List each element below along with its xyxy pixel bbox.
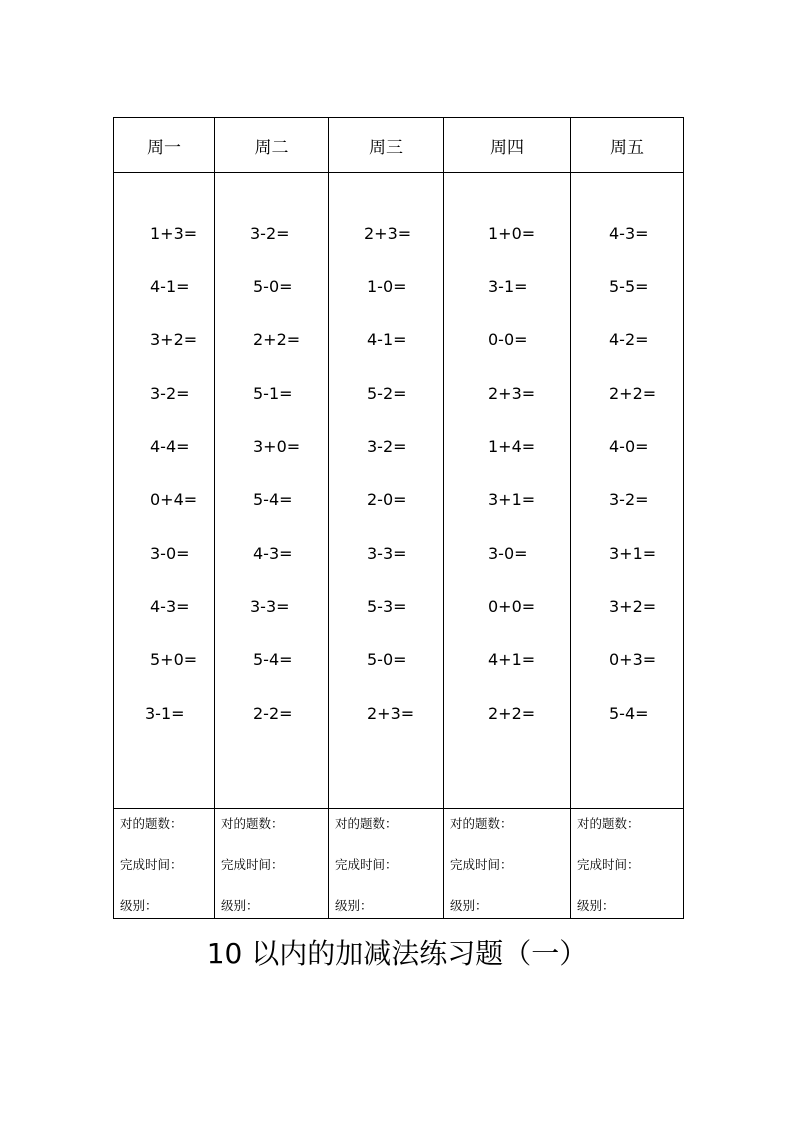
level-label: 级别： <box>577 898 615 913</box>
level-label: 级别： <box>335 898 373 913</box>
problem-item: 4-0= <box>609 437 649 456</box>
day-header: 周四 <box>444 118 570 173</box>
problem-item: 3+0= <box>253 437 301 456</box>
problem-item: 3-3= <box>250 597 290 616</box>
problem-item: 5-4= <box>253 490 293 509</box>
problem-item: 4-3= <box>150 597 190 616</box>
completion-time-label: 完成时间： <box>335 857 398 872</box>
correct-count-label: 对的题数： <box>577 816 640 831</box>
problem-item: 5-0= <box>367 650 407 669</box>
problem-item: 1+0= <box>488 224 536 243</box>
problem-item: 5-5= <box>609 277 649 296</box>
problem-item: 4-2= <box>609 330 649 349</box>
problem-item: 0-0= <box>488 330 528 349</box>
problem-item: 4+1= <box>488 650 536 669</box>
correct-count-label: 对的题数： <box>120 816 183 831</box>
score-footer <box>114 809 214 918</box>
problem-item: 2-2= <box>253 704 293 723</box>
problem-item: 3-0= <box>488 544 528 563</box>
score-footer <box>215 809 328 918</box>
problem-item: 3-2= <box>609 490 649 509</box>
problem-item: 0+3= <box>609 650 657 669</box>
day-column-thursday <box>444 118 571 918</box>
completion-time-label: 完成时间： <box>450 857 513 872</box>
level-label: 级别： <box>120 898 158 913</box>
problem-item: 3+2= <box>150 330 198 349</box>
day-header: 周二 <box>215 118 328 173</box>
problem-item: 5-1= <box>253 384 293 403</box>
problem-item: 1-0= <box>367 277 407 296</box>
level-label: 级别： <box>221 898 259 913</box>
problem-item: 4-3= <box>609 224 649 243</box>
score-footer <box>444 809 570 918</box>
worksheet-table <box>113 117 684 919</box>
problem-item: 3+2= <box>609 597 657 616</box>
day-column-friday <box>571 118 683 918</box>
problem-item: 1+4= <box>488 437 536 456</box>
problem-list <box>571 173 683 809</box>
problem-item: 2+3= <box>367 704 415 723</box>
problem-item: 5-4= <box>253 650 293 669</box>
day-header: 周五 <box>571 118 683 173</box>
problem-item: 0+0= <box>488 597 536 616</box>
day-header: 周一 <box>114 118 214 173</box>
correct-count-label: 对的题数： <box>450 816 513 831</box>
problem-item: 4-4= <box>150 437 190 456</box>
problem-item: 4-1= <box>150 277 190 296</box>
problem-item: 2+2= <box>609 384 657 403</box>
problem-item: 5-3= <box>367 597 407 616</box>
problem-list <box>215 173 328 809</box>
score-footer <box>329 809 443 918</box>
problem-item: 3-2= <box>150 384 190 403</box>
day-column-tuesday <box>215 118 329 918</box>
completion-time-label: 完成时间： <box>221 857 284 872</box>
day-header: 周三 <box>329 118 443 173</box>
problem-item: 3-1= <box>145 704 185 723</box>
completion-time-label: 完成时间： <box>577 857 640 872</box>
problem-item: 2+3= <box>364 224 412 243</box>
problem-list <box>114 173 214 809</box>
problem-item: 2+2= <box>488 704 536 723</box>
correct-count-label: 对的题数： <box>335 816 398 831</box>
problem-item: 2+2= <box>253 330 301 349</box>
day-column-wednesday <box>329 118 444 918</box>
problem-item: 3+1= <box>609 544 657 563</box>
correct-count-label: 对的题数： <box>221 816 284 831</box>
problem-item: 2-0= <box>367 490 407 509</box>
problem-item: 3+1= <box>488 490 536 509</box>
worksheet-title: 10 以内的加减法练习题（一） <box>206 937 588 970</box>
score-footer <box>571 809 683 918</box>
problem-item: 3-2= <box>367 437 407 456</box>
problem-item: 4-3= <box>253 544 293 563</box>
problem-item: 4-1= <box>367 330 407 349</box>
problem-item: 3-2= <box>250 224 290 243</box>
problem-item: 3-3= <box>367 544 407 563</box>
problem-item: 2+3= <box>488 384 536 403</box>
problem-item: 5-2= <box>367 384 407 403</box>
problem-item: 0+4= <box>150 490 198 509</box>
level-label: 级别： <box>450 898 488 913</box>
problem-item: 5+0= <box>150 650 198 669</box>
problem-item: 3-0= <box>150 544 190 563</box>
problem-item: 1+3= <box>150 224 198 243</box>
problem-item: 3-1= <box>488 277 528 296</box>
problem-list <box>444 173 570 809</box>
problem-list <box>329 173 443 809</box>
problem-item: 5-0= <box>253 277 293 296</box>
completion-time-label: 完成时间： <box>120 857 183 872</box>
day-column-monday <box>114 118 215 918</box>
problem-item: 5-4= <box>609 704 649 723</box>
